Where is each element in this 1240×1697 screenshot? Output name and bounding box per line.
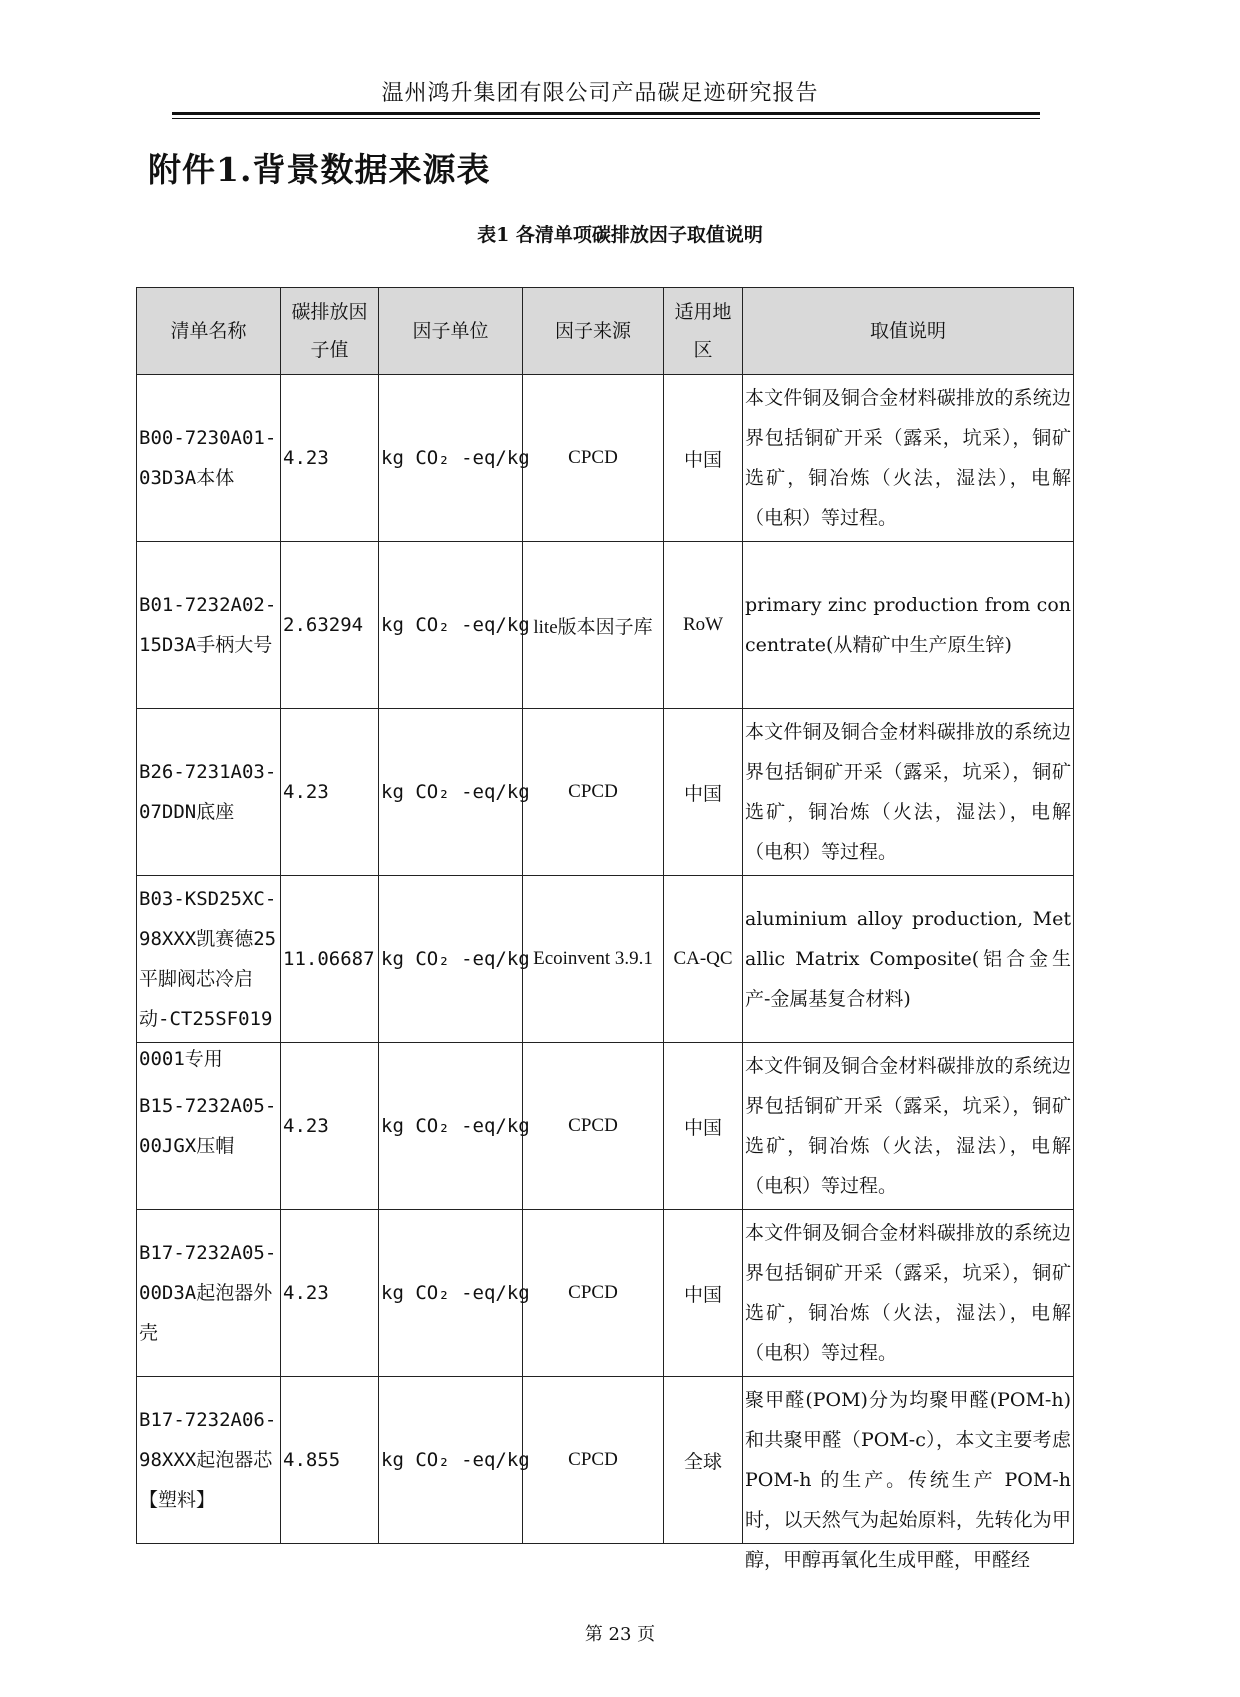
column-header-unit: 因子单位 (379, 288, 523, 375)
column-header-note: 取值说明 (743, 288, 1074, 375)
cell-unit: kg CO₂ -eq/kg (379, 375, 523, 542)
cell-note-text: aluminium alloy production, Metallic Matrix Composite(铝合金生产-金属基复合材料) (745, 908, 1071, 1010)
table-row (137, 709, 1074, 876)
table-row (137, 542, 1074, 709)
cell-note (743, 876, 1074, 1043)
cell-note (743, 542, 1074, 709)
cell-note (743, 709, 1074, 876)
header-rule-thin (172, 118, 1040, 119)
table-row (137, 1210, 1074, 1377)
page-header-title: 温州鸿升集团有限公司产品碳足迹研究报告 (381, 81, 819, 106)
header-rule (172, 112, 1040, 115)
column-header-factor-value: 碳排放因子值 (281, 288, 379, 375)
column-header-name: 清单名称 (137, 288, 281, 375)
cell-region: 中国 (664, 375, 743, 542)
column-header-source: 因子来源 (523, 288, 664, 375)
page-number: 第 23 页 (584, 1624, 656, 1645)
cell-name: B17-7232A05-00D3A起泡器外壳 (137, 1210, 281, 1377)
cell-note (743, 1043, 1074, 1210)
cell-name: B01-7232A02-15D3A手柄大号 (137, 542, 281, 709)
cell-source: CPCD (523, 375, 664, 542)
table-caption: 表1 各清单项碳排放因子取值说明 (477, 224, 763, 246)
cell-factor-value: 4.23 (281, 709, 379, 876)
cell-factor-value: 2.63294 (281, 542, 379, 709)
table-row (137, 1377, 1074, 1544)
cell-unit: kg CO₂ -eq/kg (379, 1043, 523, 1210)
cell-region: 中国 (664, 1210, 743, 1377)
cell-name: B15-7232A05-00JGX压帽 (137, 1043, 281, 1210)
cell-region: CA-QC (664, 876, 743, 1043)
cell-region: 中国 (664, 709, 743, 876)
section-title: 附件1.背景数据来源表 (148, 150, 491, 189)
cell-source: CPCD (523, 709, 664, 876)
cell-name: B00-7230A01-03D3A本体 (137, 375, 281, 542)
cell-note-text: 本文件铜及铜合金材料碳排放的系统边界包括铜矿开采（露采，坑采），铜矿选矿，铜冶炼（火法，湿法），电解（电积）等过程。 (745, 721, 1071, 863)
cell-name: B17-7232A06-98XXX起泡器芯【塑料】 (137, 1377, 281, 1544)
cell-note-text: 本文件铜及铜合金材料碳排放的系统边界包括铜矿开采（露采，坑采），铜矿选矿，铜冶炼（火法，湿法），电解（电积）等过程。 (745, 387, 1071, 529)
cell-unit: kg CO₂ -eq/kg (379, 1210, 523, 1377)
cell-source: Ecoinvent 3.9.1 (523, 876, 664, 1043)
cell-unit: kg CO₂ -eq/kg (379, 709, 523, 876)
cell-note-text: 本文件铜及铜合金材料碳排放的系统边界包括铜矿开采（露采，坑采），铜矿选矿，铜冶炼（火法，湿法），电解（电积）等过程。 (745, 1222, 1071, 1364)
cell-factor-value: 4.23 (281, 1210, 379, 1377)
cell-unit: kg CO₂ -eq/kg (379, 876, 523, 1043)
cell-note-text: primary zinc production from concentrate(从精矿中生产原生锌) (745, 594, 1071, 656)
cell-source: CPCD (523, 1210, 664, 1377)
cell-note (743, 1377, 1074, 1571)
cell-unit: kg CO₂ -eq/kg (379, 1377, 523, 1544)
cell-name (137, 876, 281, 1070)
cell-unit: kg CO₂ -eq/kg (379, 542, 523, 709)
cell-factor-value: 11.06687 (281, 876, 379, 1043)
table-row (137, 375, 1074, 542)
table-row (137, 876, 1074, 1043)
cell-source: lite版本因子库 (523, 542, 664, 709)
cell-region: 全球 (664, 1377, 743, 1544)
table-row (137, 1043, 1074, 1210)
cell-source: CPCD (523, 1043, 664, 1210)
cell-name: B26-7231A03-07DDN底座 (137, 709, 281, 876)
table-header-row (137, 288, 1074, 375)
cell-note (743, 1210, 1074, 1377)
cell-factor-value: 4.23 (281, 375, 379, 542)
cell-note-text: 聚甲醛(POM)分为均聚甲醛(POM-h)和共聚甲醛（POM-c），本文主要考虑 POM-h 的生产。传统生产 POM-h时，以天然气为起始原料，先转化为甲醇，甲醇再氧化生成甲醛，甲醛经 (745, 1389, 1071, 1571)
emission-factor-table (136, 287, 1074, 1571)
cell-region: RoW (664, 542, 743, 709)
cell-note-text: 本文件铜及铜合金材料碳排放的系统边界包括铜矿开采（露采，坑采），铜矿选矿，铜冶炼（火法，湿法），电解（电积）等过程。 (745, 1055, 1071, 1197)
column-header-region: 适用地区 (664, 288, 743, 375)
cell-factor-value: 4.855 (281, 1377, 379, 1544)
cell-source: CPCD (523, 1377, 664, 1544)
cell-name-text: B03-KSD25XC-98XXX凯赛德25平脚阀芯冷启动-CT25SF0190001专用 (139, 888, 277, 1070)
cell-region: 中国 (664, 1043, 743, 1210)
cell-factor-value: 4.23 (281, 1043, 379, 1210)
cell-note (743, 375, 1074, 542)
